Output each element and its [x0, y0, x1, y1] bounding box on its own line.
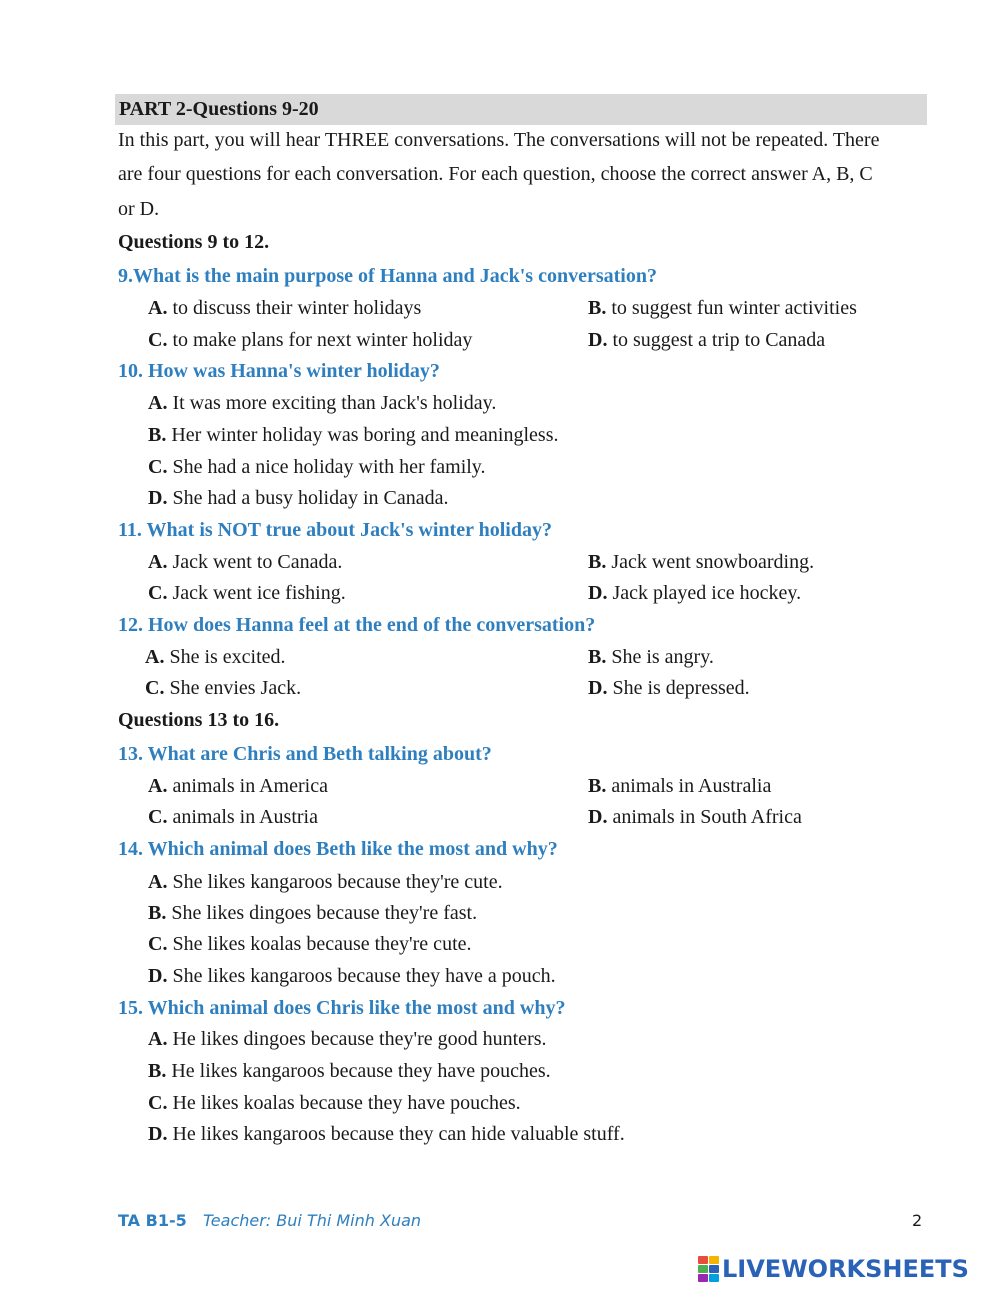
option-text: It was more exciting than Jack's holiday.	[167, 392, 497, 414]
option-12a[interactable]	[145, 645, 286, 669]
option-10a[interactable]	[148, 391, 496, 415]
option-9d[interactable]	[588, 328, 825, 352]
footer-course-code: TA B1-5	[118, 1211, 187, 1230]
option-14a[interactable]	[148, 870, 503, 894]
option-text: Her winter holiday was boring and meaningless.	[166, 424, 559, 446]
option-letter: A.	[148, 297, 168, 319]
option-10b[interactable]	[148, 423, 558, 447]
option-letter: A.	[148, 1028, 168, 1050]
option-letter: B.	[588, 775, 607, 797]
question-15: 15. Which animal does Chris like the most and why?	[118, 997, 566, 1019]
option-12c[interactable]	[145, 676, 301, 700]
option-letter: B.	[148, 424, 167, 446]
option-15a[interactable]	[148, 1027, 547, 1051]
option-13a[interactable]	[148, 774, 328, 798]
question-9: 9.What is the main purpose of Hanna and Jack's conversation?	[118, 265, 657, 287]
option-letter: C.	[148, 456, 168, 478]
option-14b[interactable]	[148, 901, 477, 925]
option-letter: C.	[148, 1092, 168, 1114]
intro-line-2: are four questions for each conversation. For each question, choose the correct answer A, B, C	[118, 163, 873, 185]
option-15b[interactable]	[148, 1059, 551, 1083]
option-letter: B.	[588, 297, 607, 319]
option-14c[interactable]	[148, 932, 472, 956]
footer-teacher: Teacher: Bui Thi Minh Xuan	[203, 1211, 422, 1230]
option-letter: D.	[148, 487, 168, 509]
liveworksheets-wordmark: LIVEWORKSHEETS	[722, 1255, 969, 1283]
option-letter: B.	[588, 551, 607, 573]
option-text: animals in Australia	[606, 775, 772, 797]
option-text: Jack went snowboarding.	[606, 551, 815, 573]
option-11a[interactable]	[148, 550, 342, 574]
option-letter: D.	[588, 329, 608, 351]
group-title-13-16: Questions 13 to 16.	[118, 709, 280, 731]
option-text: She envies Jack.	[164, 677, 302, 699]
option-10c[interactable]	[148, 455, 486, 479]
option-text: to make plans for next winter holiday	[167, 329, 473, 351]
option-10d[interactable]	[148, 486, 449, 510]
option-letter: B.	[588, 646, 607, 668]
option-12d[interactable]	[588, 676, 750, 700]
option-text: animals in America	[167, 775, 328, 797]
option-letter: D.	[588, 582, 608, 604]
option-text: She likes dingoes because they're fast.	[166, 902, 478, 924]
question-14: 14. Which animal does Beth like the most and why?	[118, 838, 558, 860]
liveworksheets-icon	[698, 1256, 719, 1282]
option-11b[interactable]	[588, 550, 814, 574]
option-14d[interactable]	[148, 964, 556, 988]
option-text: He likes kangaroos because they have pouches.	[166, 1060, 551, 1082]
option-text: She is excited.	[164, 646, 286, 668]
option-text: Jack went ice fishing.	[167, 582, 346, 604]
group-title-9-12: Questions 9 to 12.	[118, 231, 270, 253]
option-letter: B.	[148, 1060, 167, 1082]
option-15d[interactable]	[148, 1122, 625, 1146]
option-11c[interactable]	[148, 581, 346, 605]
option-letter: A.	[148, 775, 168, 797]
option-letter: A.	[148, 392, 168, 414]
question-11: 11. What is NOT true about Jack's winter holiday?	[118, 519, 552, 541]
option-letter: C.	[148, 933, 168, 955]
page-number: 2	[912, 1211, 923, 1230]
option-text: She likes kangaroos because they have a pouch.	[167, 965, 556, 987]
option-text: animals in Austria	[167, 806, 318, 828]
option-text: He likes dingoes because they're good hunters.	[167, 1028, 547, 1050]
option-12b[interactable]	[588, 645, 714, 669]
option-letter: D.	[588, 677, 608, 699]
intro-line-3: or D.	[118, 198, 160, 220]
option-letter: C.	[148, 329, 168, 351]
option-letter: C.	[148, 582, 168, 604]
option-letter: A.	[145, 646, 165, 668]
option-11d[interactable]	[588, 581, 801, 605]
option-text: to suggest a trip to Canada	[607, 329, 826, 351]
option-text: He likes koalas because they have pouches.	[167, 1092, 521, 1114]
option-letter: C.	[148, 806, 168, 828]
option-letter: A.	[148, 551, 168, 573]
option-text: She likes koalas because they're cute.	[167, 933, 472, 955]
option-9a[interactable]	[148, 296, 421, 320]
option-letter: D.	[588, 806, 608, 828]
option-letter: B.	[148, 902, 167, 924]
option-13b[interactable]	[588, 774, 771, 798]
option-text: Jack went to Canada.	[167, 551, 343, 573]
option-text: She had a busy holiday in Canada.	[167, 487, 449, 509]
intro-line-1: In this part, you will hear THREE conversations. The conversations will not be repeated. There	[118, 129, 880, 151]
question-13: 13. What are Chris and Beth talking about?	[118, 743, 492, 765]
liveworksheets-logo[interactable]	[698, 1255, 969, 1283]
option-15c[interactable]	[148, 1091, 521, 1115]
part-title: PART 2-Questions 9-20	[115, 94, 927, 125]
question-10: 10. How was Hanna's winter holiday?	[118, 360, 440, 382]
option-letter: A.	[148, 871, 168, 893]
question-12: 12. How does Hanna feel at the end of the conversation?	[118, 614, 596, 636]
option-text: to discuss their winter holidays	[167, 297, 422, 319]
option-letter: D.	[148, 965, 168, 987]
option-text: He likes kangaroos because they can hide valuable stuff.	[167, 1123, 625, 1145]
option-text: She had a nice holiday with her family.	[167, 456, 486, 478]
option-letter: C.	[145, 677, 165, 699]
option-letter: D.	[148, 1123, 168, 1145]
option-13c[interactable]	[148, 805, 318, 829]
option-13d[interactable]	[588, 805, 802, 829]
option-text: She is angry.	[606, 646, 714, 668]
option-9b[interactable]	[588, 296, 857, 320]
option-text: Jack played ice hockey.	[607, 582, 802, 604]
option-text: to suggest fun winter activities	[606, 297, 857, 319]
option-text: She likes kangaroos because they're cute.	[167, 871, 503, 893]
option-text: animals in South Africa	[607, 806, 802, 828]
option-text: She is depressed.	[607, 677, 750, 699]
option-9c[interactable]	[148, 328, 472, 352]
